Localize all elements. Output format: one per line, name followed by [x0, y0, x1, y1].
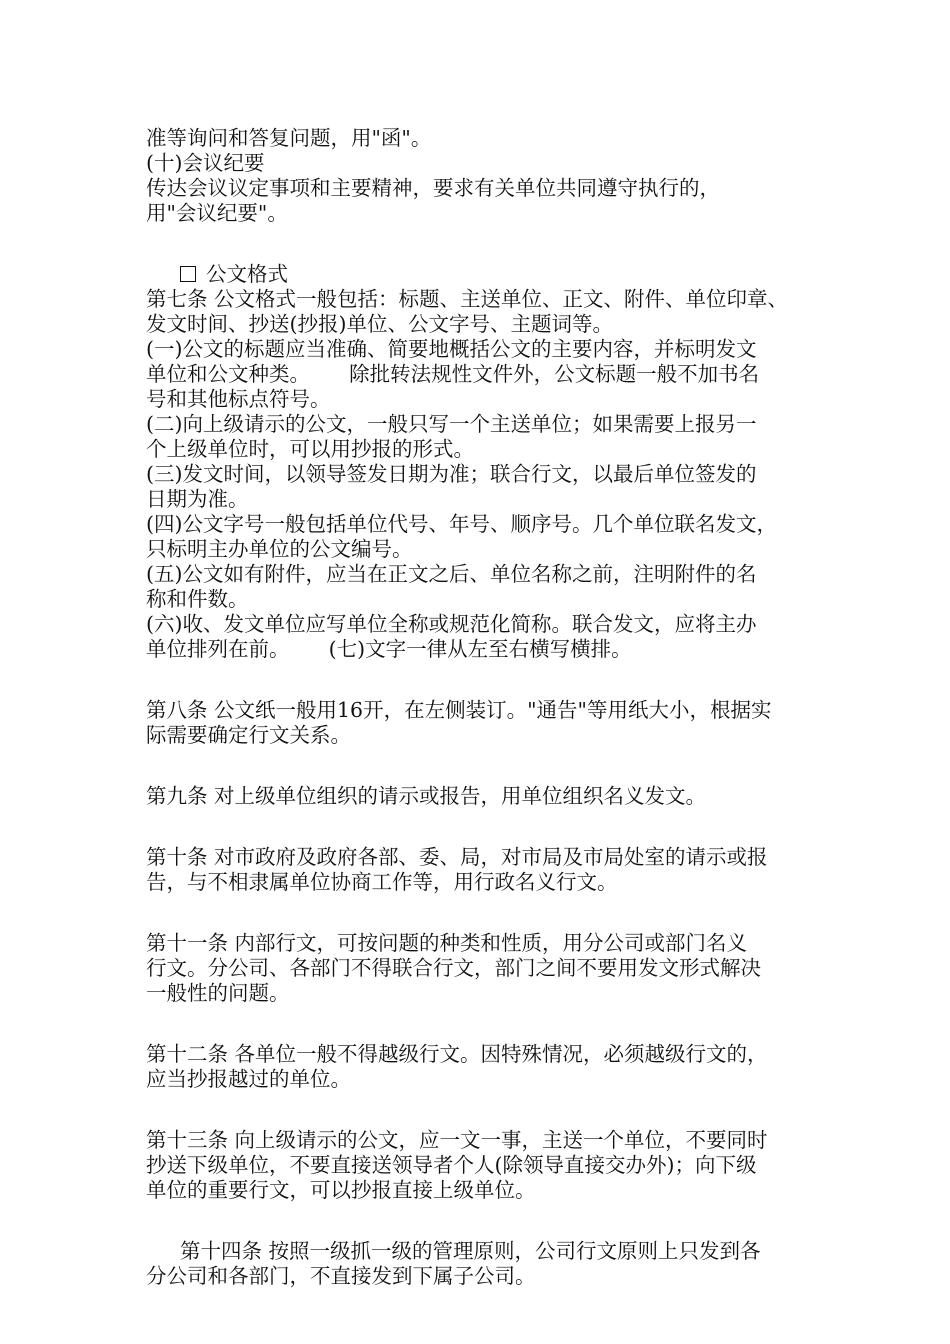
article-7-line: (六)收、发文单位应写单位全称或规范化简称。联合发文，应将主办	[146, 612, 757, 636]
article-10-line: 告，与不相隶属单位协商工作等，用行政名义行文。	[146, 870, 618, 894]
document-page	[146, 126, 816, 1289]
article-7-line: (二)向上级请示的公文，一般只写一个主送单位；如果需要上报另一	[146, 412, 757, 436]
article-12-line: 第十二条 各单位一般不得越级行文。因特殊情况，必须越级行文的，	[146, 1042, 768, 1066]
article-7-line: 第七条 公文格式一般包括：标题、主送单位、正文、附件、单位印章、	[146, 287, 789, 311]
text-line: 传达会议议定事项和主要精神，要求有关单位共同遵守执行的，	[146, 176, 720, 200]
article-8-line: 第八条 公文纸一般用16开，在左侧装订。"通告"等用纸大小，根据实	[146, 698, 772, 722]
article-11-line: 第十一条 内部行文，可按问题的种类和性质，用分公司或部门名义	[146, 931, 748, 955]
article-7-line: 日期为准。	[146, 487, 249, 511]
article-11-line: 一般性的问题。	[146, 981, 290, 1005]
article-14-line: 第十四条 按照一级抓一级的管理原则，公司行文原则上只发到各	[180, 1239, 761, 1263]
spacer	[146, 809, 816, 845]
article-14-line: 分公司和各部门，不直接发到下属子公司。	[146, 1264, 536, 1288]
article-7-line: 只标明主办单位的公文编号。	[146, 537, 413, 561]
article-7-line: 发文时间、抄送(抄报)单位、公文字号、主题词等。	[146, 312, 613, 336]
checkbox-square-icon	[180, 266, 196, 282]
article-7-line: (五)公文如有附件，应当在正文之后、单位名称之前，注明附件的名	[146, 562, 757, 586]
spacer	[146, 748, 816, 784]
article-7-line: 单位和公文种类。 除批转法规性文件外，公文标题一般不加书名	[146, 362, 760, 386]
article-7-line: (四)公文字号一般包括单位代号、年号、顺序号。几个单位联名发文，	[146, 512, 777, 536]
text-line: 准等询问和答复问题，用"函"。	[146, 126, 432, 150]
spacer	[146, 1203, 816, 1239]
article-7-line: (三)发文时间，以领导签发日期为准；联合行文，以最后单位签发的	[146, 462, 757, 486]
text-line: (十)会议纪要	[146, 151, 265, 175]
spacer	[146, 1092, 816, 1128]
article-11-line: 行文。分公司、各部门不得联合行文，部门之间不要用发文形式解决	[146, 956, 761, 980]
article-8-line: 际需要确定行文关系。	[146, 723, 351, 747]
section-heading	[146, 262, 816, 287]
section-heading-text: 公文格式	[206, 262, 288, 286]
article-7-line: 号和其他标点符号。	[146, 387, 331, 411]
article-7-line: 个上级单位时，可以用抄报的形式。	[146, 437, 474, 461]
article-7-line: (一)公文的标题应当准确、简要地概括公文的主要内容，并标明发文	[146, 337, 757, 361]
article-13-line: 第十三条 向上级请示的公文，应一文一事，主送一个单位，不要同时	[146, 1128, 768, 1152]
spacer	[146, 226, 816, 262]
article-13-line: 抄送下级单位，不要直接送领导者个人(除领导直接交办外)；向下级	[146, 1153, 757, 1177]
article-10-line: 第十条 对市政府及政府各部、委、局，对市局及市局处室的请示或报	[146, 845, 768, 869]
article-7-line: 称和件数。	[146, 587, 249, 611]
article-12-line: 应当抄报越过的单位。	[146, 1067, 351, 1091]
text-line: 用"会议纪要"。	[146, 201, 288, 225]
spacer	[146, 895, 816, 931]
article-13-line: 单位的重要行文，可以抄报直接上级单位。	[146, 1178, 536, 1202]
article-9-line: 第九条 对上级单位组织的请示或报告，用单位组织名义发文。	[146, 784, 707, 808]
article-7-line: 单位排列在前。 (七)文字一律从左至右横写横排。	[146, 637, 632, 661]
spacer	[146, 1006, 816, 1042]
spacer	[146, 662, 816, 698]
